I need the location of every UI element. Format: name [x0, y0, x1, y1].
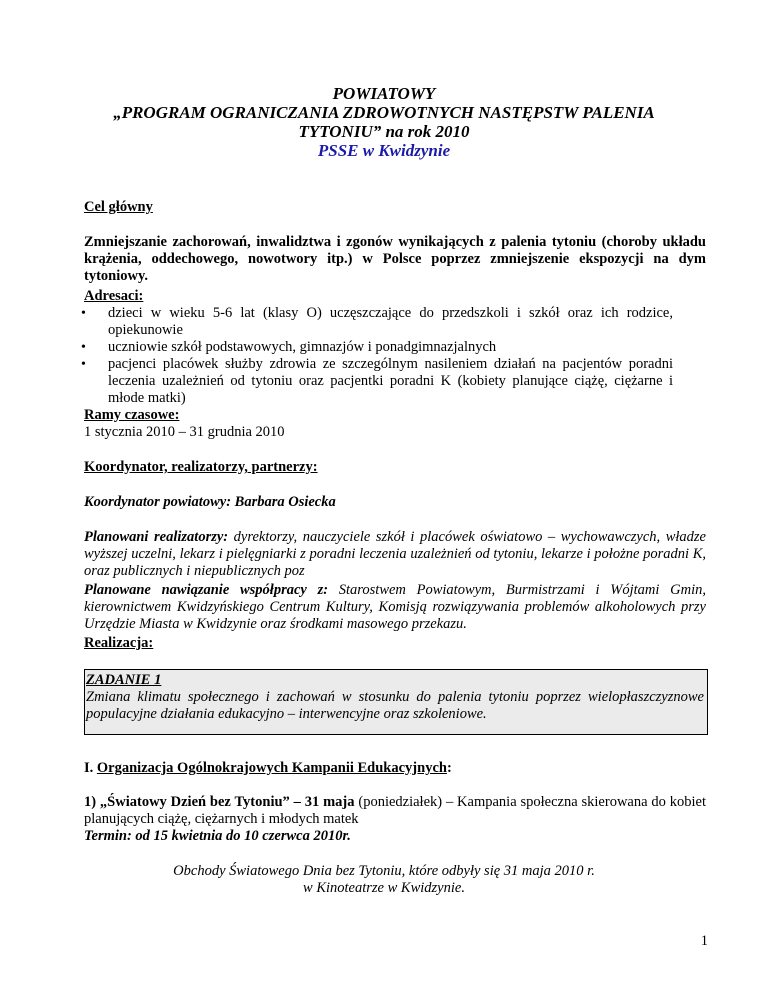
title-line-3: TYTONIU” na rok 2010	[298, 122, 470, 141]
planned-realizers	[84, 529, 706, 580]
list-item: • dzieci w wieku 5-6 lat (klasy O) uczęszczające do przedszkoli i szkół oraz ich rodzice, opiekunowie	[81, 305, 673, 338]
bullet-icon: •	[81, 306, 86, 321]
planned-text: dyrektorzy, nauczyciele szkół i placówek oświatowo – wychowawczych, władze wyższej uczelni, lekarz i pielęgniarki z poradni leczenia uzależnień od tytoniu, lekarze i położne poradni K, oraz publicznych i niepublicznych poz	[84, 529, 706, 579]
section-number: I.	[84, 760, 97, 776]
addressees-heading: Adresaci:	[84, 288, 144, 304]
section-colon: :	[446, 760, 452, 776]
section-heading	[84, 760, 452, 777]
campaign-title: 1) „Światowy Dzień bez Tytoniu” – 31 maja	[84, 794, 355, 810]
planned-cooperation	[84, 582, 706, 633]
title-line-2: „PROGRAM OGRANICZANIA ZDROWOTNYCH NASTĘPSTW PALENIA	[113, 103, 655, 122]
realization-heading: Realizacja:	[84, 635, 154, 651]
title-line-4: PSSE w Kwidzynie	[317, 141, 451, 160]
main-goal-text: Zmniejszanie zachorowań, inwalidztwa i zgonów wynikających z palenia tytoniu (choroby układu krążenia, oddechowego, nowotwory itp.) w Polsce poprzez zmniejszenie ekspozycji na dym tytoniowy.	[84, 234, 706, 284]
list-item: • uczniowie szkół podstawowych, gimnazjów i ponadgimnazjalnych	[81, 339, 497, 355]
bullet-icon: •	[81, 340, 86, 355]
note-line-1: Obchody Światowego Dnia bez Tytoniu, które odbyły się 31 maja 2010 r.	[173, 863, 595, 879]
timeframe-text: 1 stycznia 2010 – 31 grudnia 2010	[84, 424, 285, 440]
coordinator-name: Koordynator powiatowy: Barbara Osiecka	[84, 494, 336, 510]
bullet-icon: •	[81, 357, 86, 372]
section-title: Organizacja Ogólnokrajowych Kampanii Edukacyjnych	[96, 760, 447, 776]
coordinators-heading: Koordynator, realizatorzy, partnerzy:	[84, 459, 318, 475]
page-number: 1	[700, 933, 708, 949]
main-goal-heading: Cel główny	[84, 199, 153, 215]
campaign-term: Termin: od 15 kwietnia do 10 czerwca 2010r.	[84, 828, 351, 844]
note-line-2: w Kinoteatrze w Kwidzynie.	[303, 880, 465, 896]
campaign-text: (poniedziałek) – Kampania społeczna skierowana do kobiet planujących ciążę, ciężarnych i młodych matek	[84, 794, 706, 827]
timeframe-heading: Ramy czasowe:	[84, 407, 180, 423]
coop-label: Planowane nawiązanie współpracy z:	[84, 582, 329, 598]
addressees-list	[81, 305, 673, 407]
campaign-item	[84, 794, 706, 828]
planned-label: Planowani realizatorzy:	[84, 529, 229, 545]
task-text: Zmiana klimatu społecznego i zachowań w stosunku do palenia tytoniu poprzez wielopłaszczyznowe populacyjne działania edukacyjno – interwencyjne oraz szkoleniowe.	[86, 689, 704, 722]
coop-text: Starostwem Powiatowym, Burmistrzami i Wójtami Gmin, kierownictwem Kwidzyńskiego Centrum Kultury, Komisją rozwiązywania problemów alkoholowych przy Urzędzie Miasta w Kwidzynie oraz środkami masowego przekazu.	[84, 582, 706, 632]
title-line-1: POWIATOWY	[332, 84, 436, 103]
task-heading: ZADANIE 1	[86, 672, 162, 688]
list-item: • pacjenci placówek służby zdrowia ze szczególnym nasileniem działań na pacjentów poradni leczenia uzależnień od tytoniu oraz pacjentki poradni K (kobiety planujące ciążę, ciężarne i młode matki)	[81, 356, 673, 406]
